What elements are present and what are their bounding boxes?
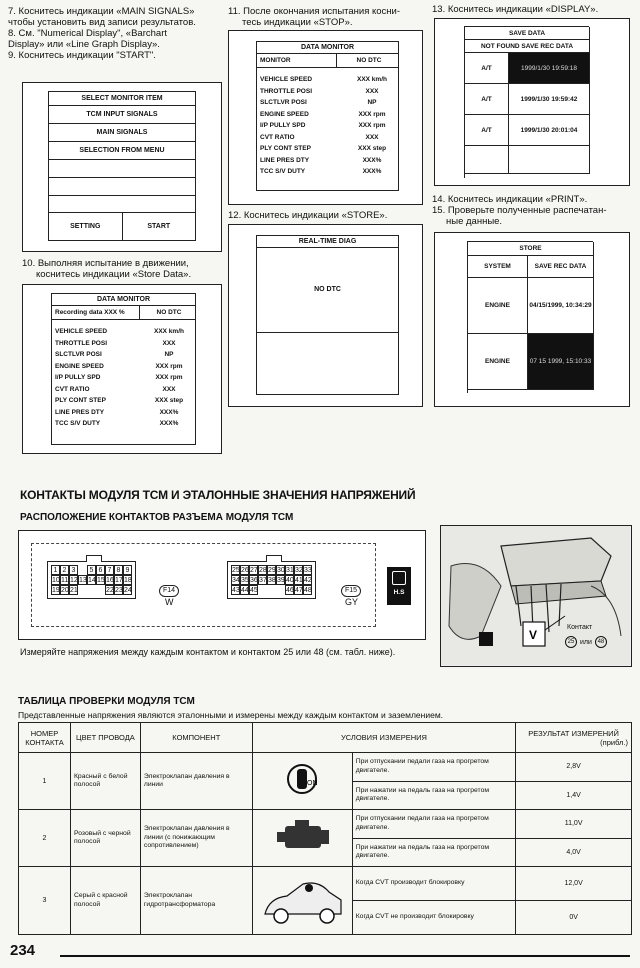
connector-pin: 20 — [61, 587, 69, 594]
svg-text:ON: ON — [307, 780, 318, 787]
connector-pin: 21 — [70, 587, 78, 594]
step-9: 9. Коснитесь индикации "START". — [8, 50, 156, 61]
cell-condition-text: При отпускании педали газа на прогретом двигателе. — [352, 753, 516, 782]
steps-14-15 — [432, 194, 637, 227]
pin-row — [231, 585, 312, 595]
connector-pin: 46 — [286, 587, 294, 594]
connector-pin: 24 — [124, 587, 132, 594]
data-monitor-stop-screen — [228, 30, 423, 205]
monitor-item — [55, 338, 192, 350]
connector-pin: 38 — [268, 577, 276, 584]
monitor-label: MONITOR — [257, 54, 337, 67]
save-data-empty — [509, 146, 590, 174]
connector-pin — [96, 585, 105, 595]
store-system: ENGINE — [468, 278, 528, 334]
f15-tag: F15 — [341, 585, 361, 597]
ignition-key-icon — [257, 755, 347, 805]
f14-latch — [86, 555, 102, 562]
monitor-item — [260, 86, 395, 98]
connector-pin: 42 — [304, 577, 312, 584]
store-col-save-rec: SAVE REC DATA — [528, 256, 594, 278]
monitor-item — [55, 384, 192, 396]
monitor-item-label: I/P PULLY SPD — [55, 374, 101, 381]
hs-icon — [387, 567, 411, 605]
tcm-location-diagram — [440, 525, 632, 667]
cell-wire-color: Розовый с черной полосой — [70, 810, 140, 867]
connector-pin: 45 — [250, 587, 258, 594]
pin-row — [51, 585, 132, 595]
cell-condition-text: При нажатии на педаль газа на прогретом двигателе. — [352, 838, 516, 867]
contact-48-badge: 48 — [595, 636, 607, 648]
store-panel — [467, 241, 593, 393]
cell-component: Электроклапан давления в линии (с понижающим сопротивлением) — [140, 810, 252, 867]
step-15-line2: ные данные. — [446, 216, 503, 227]
connector-pin: 34 — [232, 577, 240, 584]
monitor-list-2 — [257, 68, 398, 178]
monitor-item-value: NP — [367, 99, 377, 106]
connector-pin: 33 — [304, 567, 312, 574]
hs-label: H.S — [393, 589, 405, 596]
connector-pin: 6 — [96, 565, 105, 575]
monitor-item-value: NP — [164, 351, 174, 358]
cell-wire-color: Серый с красной полосой — [70, 867, 140, 935]
monitor-item-label: ENGINE SPEED — [260, 110, 309, 118]
menu-tcm-input-signals[interactable]: TCM INPUT SIGNALS — [49, 106, 195, 124]
connector-pin — [78, 585, 87, 595]
no-dtc-label: NO DTC — [156, 309, 182, 316]
cell-voltage-value: 1,4V — [516, 781, 632, 810]
table-note: Представленные напряжения являются эталонными и измерены между каждым контактом и заземлением. — [18, 710, 444, 720]
menu-main-signals[interactable]: MAIN SIGNALS — [49, 124, 195, 142]
save-data-screen — [434, 18, 630, 186]
cell-voltage-value: 12,0V — [516, 867, 632, 901]
monitor-item-label: VEHICLE SPEED — [260, 76, 313, 83]
monitor-item — [260, 74, 395, 86]
monitor-item-value: XXX — [365, 133, 379, 141]
step-13: 13. Коснитесь индикации «DISPLAY». — [432, 4, 599, 15]
connector-pin: 2 — [60, 565, 69, 575]
monitor-item — [260, 166, 395, 178]
cell-condition-text: Когда CVT не производит блокировку — [352, 901, 516, 935]
tcm-table-body — [19, 753, 632, 935]
step-8-line2: Display» или «Line Graph Display». — [8, 39, 160, 50]
cell-voltage-value: 2,8V — [516, 753, 632, 782]
th-result-sub: (прибл.) — [600, 737, 628, 747]
monitor-item-label: CVT RATIO — [260, 133, 295, 141]
monitor-item-value: XXX step — [357, 145, 387, 152]
connector-pin: 7 — [105, 565, 114, 575]
connector-pin: 31 — [286, 567, 294, 574]
f15-pins — [231, 565, 312, 595]
table-row — [19, 753, 632, 782]
monitor-item-label: LINE PRES DTY — [55, 408, 105, 416]
start-button[interactable]: START — [147, 223, 171, 230]
monitor-item — [55, 349, 192, 361]
monitor-item-label: PLY CONT STEP — [55, 397, 106, 404]
connector-pin — [78, 565, 87, 575]
f15-latch — [266, 555, 282, 562]
step-12: 12. Коснитесь индикации «STORE». — [228, 210, 388, 221]
menu-empty-2 — [49, 178, 195, 196]
store-screen — [434, 232, 630, 407]
connector-pin: 14 — [88, 577, 96, 584]
monitor-item-value: XXX km/h — [357, 76, 387, 83]
monitor-item-label: CVT RATIO — [55, 385, 90, 393]
store-col-system: SYSTEM — [468, 256, 528, 278]
monitor-item-label: THROTTLE POSI — [260, 87, 312, 95]
connector-pin: 23 — [115, 587, 123, 594]
th-result — [516, 723, 632, 753]
cell-condition-text: При нажатии на педаль газа на прогретом двигателе. — [352, 781, 516, 810]
step-7-line2: чтобы установить вид записи результатов. — [8, 17, 196, 28]
connector-pin: 22 — [106, 587, 114, 594]
step-14: 14. Коснитесь индикации «PRINT». — [432, 194, 588, 205]
monitor-item-value: XXX rpm — [358, 122, 386, 129]
cell-condition-icon — [252, 753, 352, 810]
pin-row — [231, 575, 312, 585]
contact-or: или — [580, 638, 592, 646]
section-title: КОНТАКТЫ МОДУЛЯ ТСМ И ЭТАЛОННЫЕ ЗНАЧЕНИЯ НАПРЯЖЕНИЙ — [20, 488, 416, 502]
connector-pin: 11 — [61, 577, 69, 584]
cell-condition-icon — [252, 867, 352, 935]
cell-voltage-value: 4,0V — [516, 838, 632, 867]
menu-empty-1 — [49, 160, 195, 178]
realtime-diag-panel — [256, 235, 399, 395]
store-system: ENGINE — [468, 334, 528, 390]
f14-color: W — [165, 597, 174, 607]
no-dtc-label-2: NO DTC — [356, 57, 382, 64]
cell-contact-num: 2 — [19, 810, 71, 867]
connector-symbol-icon — [392, 571, 406, 585]
table-row — [19, 810, 632, 839]
monitor-item-label: THROTTLE POSI — [55, 339, 107, 347]
connector-pin: 48 — [304, 587, 312, 594]
store-record[interactable]: 07 15 1999, 15:10:33 — [528, 334, 594, 390]
connector-pin: 26 — [241, 567, 249, 574]
cell-voltage-value: 0V — [516, 901, 632, 935]
monitor-item-value: XXX% — [362, 168, 382, 175]
cell-component: Электроклапан давления в линии — [140, 753, 252, 810]
monitor-item — [260, 155, 395, 167]
monitor-item-label: ENGINE SPEED — [55, 362, 104, 370]
monitor-item-label: PLY CONT STEP — [260, 145, 311, 152]
connector-pin: 15 — [97, 577, 105, 584]
cell-wire-color: Красный с белой полосой — [70, 753, 140, 810]
step-10-line2: коснитесь индикации «Store Data». — [36, 269, 192, 280]
connector-pin: 36 — [250, 577, 258, 584]
save-data-grid — [465, 53, 589, 174]
monitor-item — [260, 97, 395, 109]
monitor-item-value: XXX — [365, 87, 379, 95]
connector-pin: 27 — [250, 567, 258, 574]
monitor-item — [55, 361, 192, 373]
monitor-item-label: SLCTLVR POSI — [260, 99, 307, 106]
connector-pin: 18 — [124, 577, 132, 584]
car-driver-icon — [257, 870, 347, 930]
monitor-item — [260, 143, 395, 155]
save-data-panel — [464, 26, 589, 178]
connector-f15 — [227, 561, 316, 599]
connector-pin: 32 — [295, 567, 303, 574]
tcm-check-table — [18, 722, 632, 935]
data-monitor-recording-panel — [51, 293, 196, 445]
pin-row — [231, 565, 312, 575]
monitor-item — [260, 109, 395, 121]
monitor-item — [55, 395, 192, 407]
monitor-item — [55, 407, 192, 419]
connector-box — [18, 530, 426, 640]
monitor-item — [260, 132, 395, 144]
steps-7-9 — [8, 6, 213, 61]
section-subtitle: РАСПОЛОЖЕНИЕ КОНТАКТОВ РАЗЪЕМА МОДУЛЯ ТСМ — [20, 512, 294, 523]
menu-selection-from-menu[interactable]: SELECTION FROM MENU — [49, 142, 195, 160]
connector-pin: 47 — [295, 587, 303, 594]
connector-pin: 5 — [87, 565, 96, 575]
connector-pin — [258, 585, 267, 595]
monitor-item-label: TCC S/V DUTY — [260, 168, 306, 175]
th-result-label: РЕЗУЛЬТАТ ИЗМЕРЕНИЙ — [528, 728, 619, 738]
connector-pin — [87, 585, 96, 595]
connector-pin: 19 — [52, 587, 60, 594]
recording-data-label: Recording data XXX % — [52, 306, 140, 319]
monitor-item-value: XXX km/h — [154, 328, 184, 335]
step-15-line1: 15. Проверьте полученные распечатан- — [432, 205, 607, 216]
connector-pin — [276, 585, 285, 595]
realtime-no-dtc: NO DTC — [314, 286, 341, 293]
connector-pin: 37 — [259, 577, 267, 584]
step-11-line2: тесь индикации «STOP». — [242, 17, 353, 28]
step-11 — [228, 6, 428, 28]
monitor-item-label: SLCTLVR POSI — [55, 351, 102, 358]
store-record[interactable]: 04/15/1999, 10:34:29 — [528, 278, 594, 334]
connector-pin: 25 — [232, 567, 240, 574]
monitor-item-value: XXX rpm — [155, 362, 183, 370]
data-monitor-recording-screen — [22, 284, 222, 454]
monitor-item-value: XXX — [162, 385, 176, 393]
data-monitor-stop-panel — [256, 41, 399, 191]
connector-pin: 28 — [259, 567, 267, 574]
setting-button[interactable]: SETTING — [49, 213, 123, 240]
monitor-item — [55, 326, 192, 338]
step-7-line1: 7. Коснитесь индикации «MAIN SIGNALS» — [8, 6, 195, 17]
pin-row — [51, 565, 132, 575]
cell-condition-text: При отпускании педали газа на прогретом двигателе. — [352, 810, 516, 839]
pin-row — [51, 575, 132, 585]
data-monitor-title-2: DATA MONITOR — [257, 42, 398, 54]
connector-pin: 17 — [115, 577, 123, 584]
save-data-system: A/T — [465, 84, 509, 115]
save-data-system: A/T — [465, 53, 509, 84]
connector-pin: 10 — [52, 577, 60, 584]
realtime-diag-screen — [228, 224, 423, 407]
cell-contact-num: 3 — [19, 867, 71, 935]
th-num: НОМЕР КОНТАКТА — [19, 723, 71, 753]
cell-condition-text: Когда CVT производит блокировку — [352, 867, 516, 901]
engine-icon — [257, 812, 347, 862]
connector-pin: 9 — [123, 565, 132, 575]
monitor-item-label: VEHICLE SPEED — [55, 328, 108, 335]
step-11-line1: 11. После окончания испытания косни- — [228, 6, 401, 17]
connector-pin: 3 — [69, 565, 78, 575]
connector-pin: 39 — [277, 577, 285, 584]
save-data-header: NOT FOUND SAVE REC DATA — [465, 40, 590, 53]
connector-pin: 16 — [106, 577, 114, 584]
table-row — [19, 867, 632, 901]
save-data-empty — [465, 146, 509, 174]
monitor-item-value: XXX — [162, 339, 176, 347]
f15-color: GY — [345, 597, 359, 607]
step-10-line1: 10. Выполняя испытание в движении, — [22, 258, 189, 269]
monitor-item-value: XXX% — [159, 408, 179, 416]
contact-note: Контакт — [567, 624, 593, 631]
cell-component: Электроклапан гидротрансформатора — [140, 867, 252, 935]
connector-pin: 43 — [232, 587, 240, 594]
select-monitor-screen — [22, 82, 222, 252]
step-10 — [22, 258, 222, 280]
monitor-item-label: LINE PRES DTY — [260, 156, 310, 164]
save-data-system: A/T — [465, 115, 509, 146]
connector-pin: 29 — [268, 567, 276, 574]
th-conditions: УСЛОВИЯ ИЗМЕРЕНИЯ — [252, 723, 516, 753]
select-monitor-title: SELECT MONITOR ITEM — [49, 92, 195, 106]
store-grid — [468, 278, 593, 390]
connector-pin: 12 — [70, 577, 78, 584]
monitor-item-value: XXX rpm — [155, 374, 183, 381]
connector-pin: 1 — [51, 565, 60, 575]
connector-f14 — [47, 561, 136, 599]
measure-note: Измеряйте напряжения между каждым контактом и контактом 25 или 48 (см. табл. ниже). — [20, 647, 396, 657]
monitor-item-label: I/P PULLY SPD — [260, 122, 306, 129]
save-data-record[interactable]: 1999/1/30 19:59:42 — [509, 84, 590, 115]
monitor-item-value: XXX step — [154, 397, 184, 404]
cell-condition-icon — [252, 810, 352, 867]
store-title: STORE — [468, 242, 594, 256]
f14-pins — [51, 565, 132, 595]
connector-pin: 44 — [241, 587, 249, 594]
f14-tag: F14 — [159, 585, 179, 597]
th-component: КОМПОНЕНТ — [140, 723, 252, 753]
connector-pin: 30 — [277, 567, 285, 574]
monitor-item — [260, 120, 395, 132]
monitor-item-value: XXX% — [159, 420, 179, 427]
connector-pin: 41 — [295, 577, 303, 584]
monitor-list-1 — [52, 320, 195, 430]
footer-rule — [60, 955, 630, 957]
connector-pin — [267, 585, 276, 595]
contact-25-badge: 25 — [565, 636, 577, 648]
th-wire: ЦВЕТ ПРОВОДА — [70, 723, 140, 753]
monitor-item — [55, 372, 192, 384]
save-data-title: SAVE DATA — [465, 27, 590, 40]
realtime-divider — [257, 332, 398, 333]
page-number: 234 — [10, 942, 36, 959]
cell-contact-num: 1 — [19, 753, 71, 810]
table-title: ТАБЛИЦА ПРОВЕРКИ МОДУЛЯ ТСМ — [18, 696, 195, 707]
connector-pin: 8 — [114, 565, 123, 575]
connector-pin: 35 — [241, 577, 249, 584]
cell-voltage-value: 11,0V — [516, 810, 632, 839]
realtime-diag-title: REAL-TIME DIAG — [257, 236, 398, 248]
save-data-record[interactable]: 1999/1/30 20:01:04 — [509, 115, 590, 146]
connector-pin: 13 — [79, 577, 87, 584]
contact-pins — [565, 636, 607, 648]
monitor-item-value: XXX rpm — [358, 110, 386, 118]
monitor-item-value: XXX% — [362, 156, 382, 164]
connector-pin: 40 — [286, 577, 294, 584]
monitor-item-label: TCC S/V DUTY — [55, 420, 101, 427]
step-8-line1: 8. См. "Numerical Display", «Barchart — [8, 28, 167, 39]
svg-text:V: V — [529, 628, 538, 642]
save-data-record[interactable]: 1999/1/30 19:59:18 — [509, 53, 590, 84]
data-monitor-title: DATA MONITOR — [52, 294, 195, 306]
select-monitor-panel — [48, 91, 196, 241]
monitor-item — [55, 418, 192, 430]
